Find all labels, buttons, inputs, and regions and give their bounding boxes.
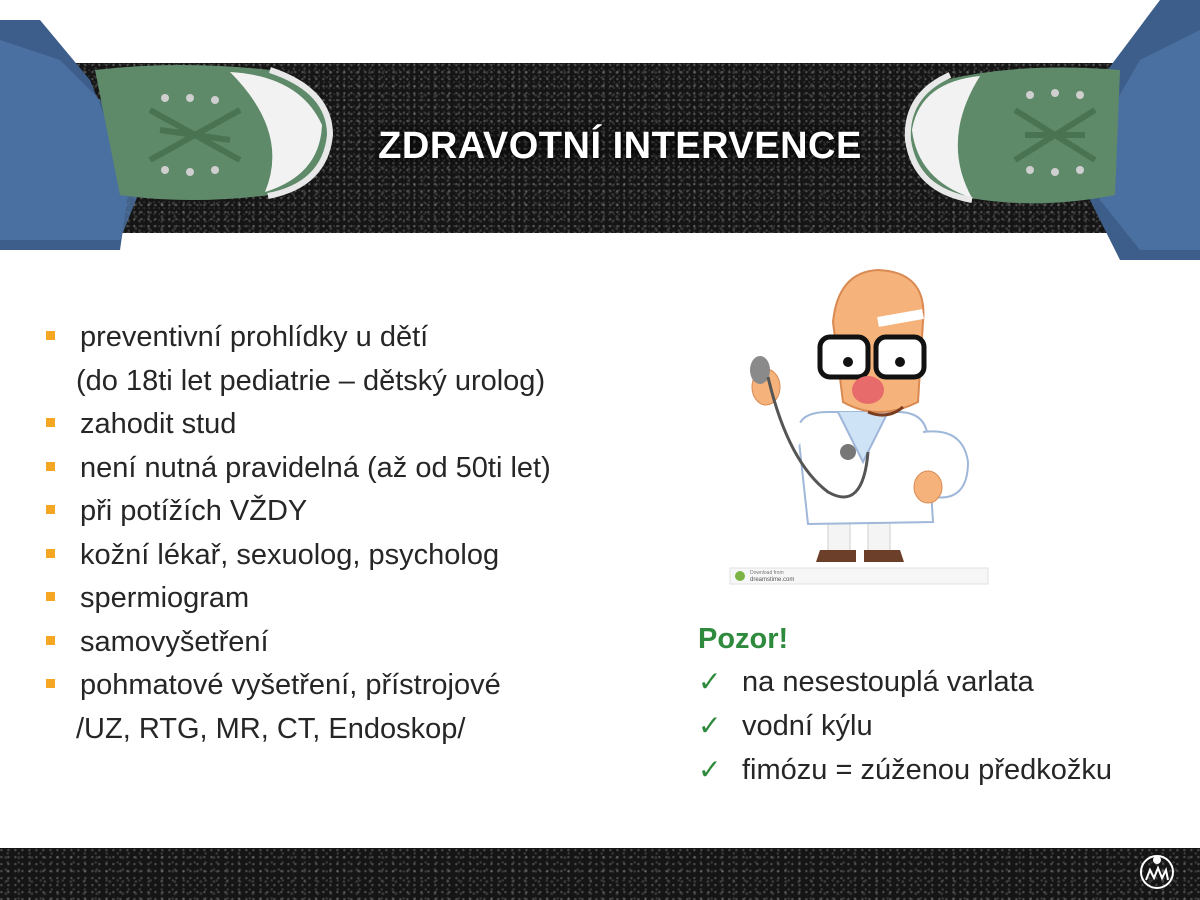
bullet-marker-icon (46, 549, 55, 558)
list-item: zahodit stud (44, 403, 664, 447)
warning-list (698, 660, 1178, 792)
list-item: preventivní prohlídky u dětí (44, 316, 664, 360)
list-item-continuation: (do 18ti let pediatrie – dětský urolog) (76, 364, 546, 397)
check-icon: ✓ (698, 709, 722, 742)
bullet-marker-icon (46, 679, 55, 688)
watermark-label: Download from (750, 570, 784, 576)
check-icon: ✓ (698, 665, 722, 698)
bullet-list (44, 316, 664, 751)
footer-strip (0, 848, 1200, 900)
list-item-continuation: /UZ, RTG, MR, CT, Endoskop/ (76, 712, 466, 745)
check-icon: ✓ (698, 753, 722, 786)
bullet-marker-icon (46, 505, 55, 514)
list-item: při potížích VŽDY (44, 490, 664, 534)
list-item: ✓ fimózu = zúženou předkožku (698, 748, 1178, 792)
list-item: ✓ vodní kýlu (698, 704, 1178, 748)
slide-title: ZDRAVOTNÍ INTERVENCE (378, 125, 862, 167)
list-item: kožní lékař, sexuolog, psycholog (44, 534, 664, 578)
list-item: ✓ na nesestouplá varlata (698, 660, 1178, 704)
bullet-marker-icon (46, 418, 55, 427)
list-item: není nutná pravidelná (až od 50ti let) (44, 447, 664, 491)
list-item: samovyšetření (44, 621, 664, 665)
logo-icon (1134, 852, 1180, 892)
bullet-marker-icon (46, 636, 55, 645)
warning-title: Pozor! (698, 623, 789, 655)
list-item: spermiogram (44, 577, 664, 621)
warning-block (698, 618, 1178, 792)
list-item: pohmatové vyšetření, přístrojové (44, 664, 664, 708)
watermark-text: dreamstime.com (750, 577, 795, 583)
bullet-marker-icon (46, 331, 55, 340)
bullet-marker-icon (46, 462, 55, 471)
bullet-marker-icon (46, 592, 55, 601)
doctor-illustration (728, 262, 990, 590)
